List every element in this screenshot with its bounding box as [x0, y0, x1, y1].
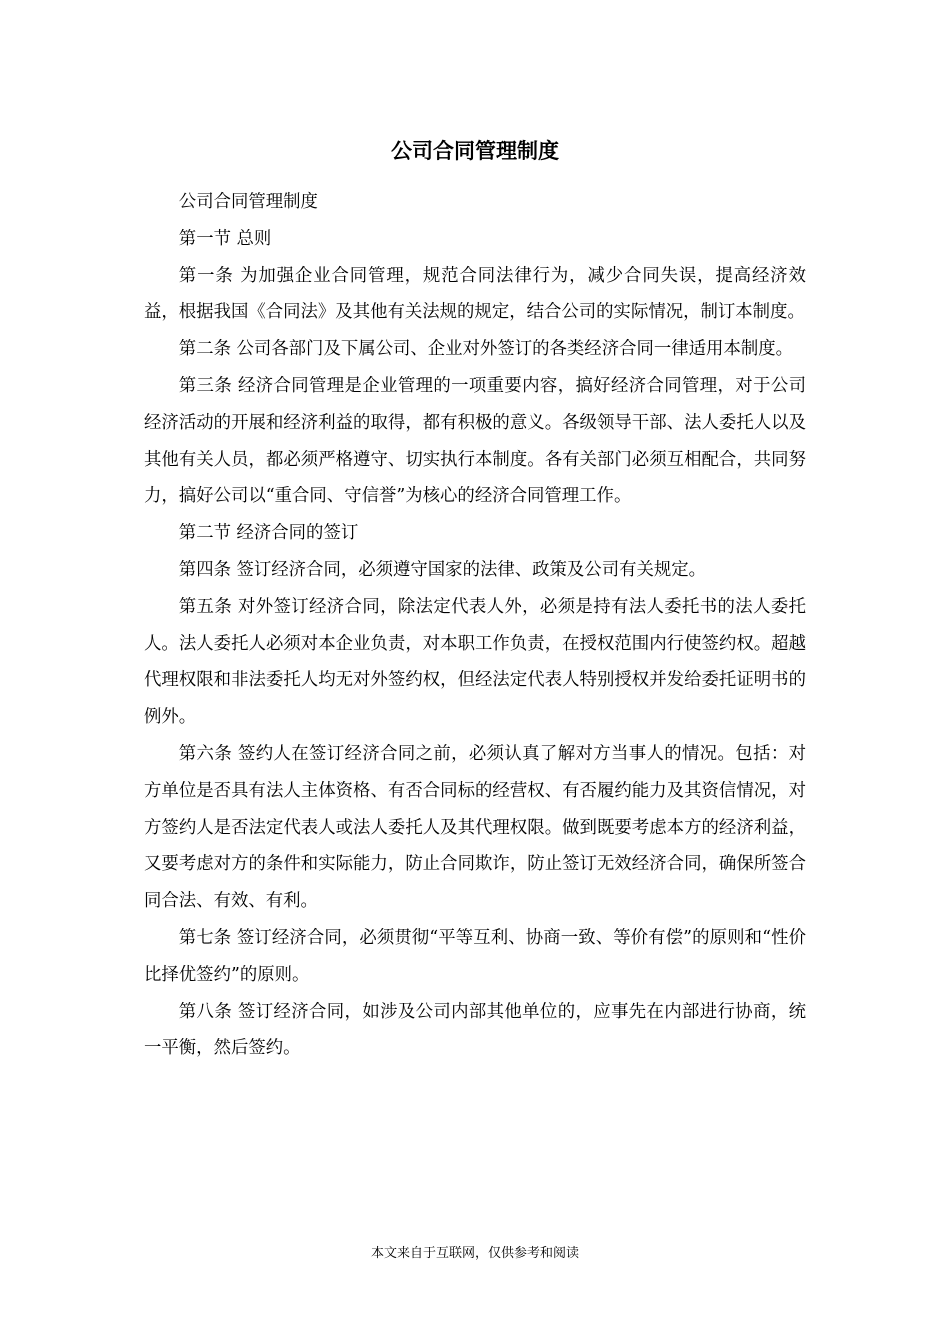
- section-heading: 第二节 经济合同的签订: [178, 523, 359, 544]
- paragraph: 第二条 公司各部门及下属公司、企业对外签订的各类经济合同一律适用本制度。: [178, 339, 794, 360]
- paragraph: 第四条 签订经济合同，必须遵守国家的法律、政策及公司有关规定。: [178, 559, 707, 580]
- section-heading: 第一节 总则: [178, 228, 272, 249]
- paragraph: 第七条 签订经济合同，必须贯彻“平等互利、协商一致、等价有偿”的原则和“性价比择优签约”的原则。: [144, 927, 806, 985]
- paragraph: 第三条 经济合同管理是企业管理的一项重要内容，搞好经济合同管理，对于公司经济活动的开展和经济利益的取得，都有积极的意义。各级领导干部、法人委托人以及其他有关人员，都必须严格遵守、切实执行本制度。各有关部门必须互相配合，共同努力，搞好公司以“重合同、守信誉”为核心的经济合同管理工作。: [144, 375, 806, 507]
- document-body: [144, 184, 806, 1067]
- paragraph: 第五条 对外签订经济合同，除法定代表人外，必须是持有法人委托书的法人委托人。法人委托人必须对本企业负责，对本职工作负责，在授权范围内行使签约权。超越代理权限和非法委托人均无对外签约权，但经法定代表人特别授权并发给委托证明书的例外。: [144, 596, 806, 728]
- paragraph: 第八条 签订经济合同，如涉及公司内部其他单位的，应事先在内部进行协商，统一平衡，然后签约。: [144, 1001, 806, 1059]
- document-title: 公司合同管理制度: [391, 139, 559, 163]
- paragraph: 公司合同管理制度: [178, 192, 318, 212]
- paragraph: 第六条 签约人在签订经济合同之前，必须认真了解对方当事人的情况。包括：对方单位是否具有法人主体资格、有否合同标的经营权、有否履约能力及其资信情况，对方签约人是否法定代表人或法人委托人及其代理权限。做到既要考虑本方的经济利益，又要考虑对方的条件和实际能力，防止合同欺诈，防止签订无效经济合同，确保所签合同合法、有效、有利。: [144, 743, 806, 912]
- page-footer: 本文来自于互联网，仅供参考和阅读: [370, 1246, 579, 1261]
- paragraph: 第一条 为加强企业合同管理，规范合同法律行为，减少合同失误，提高经济效益，根据我国《合同法》及其他有关法规的规定，结合公司的实际情况，制订本制度。: [144, 265, 806, 323]
